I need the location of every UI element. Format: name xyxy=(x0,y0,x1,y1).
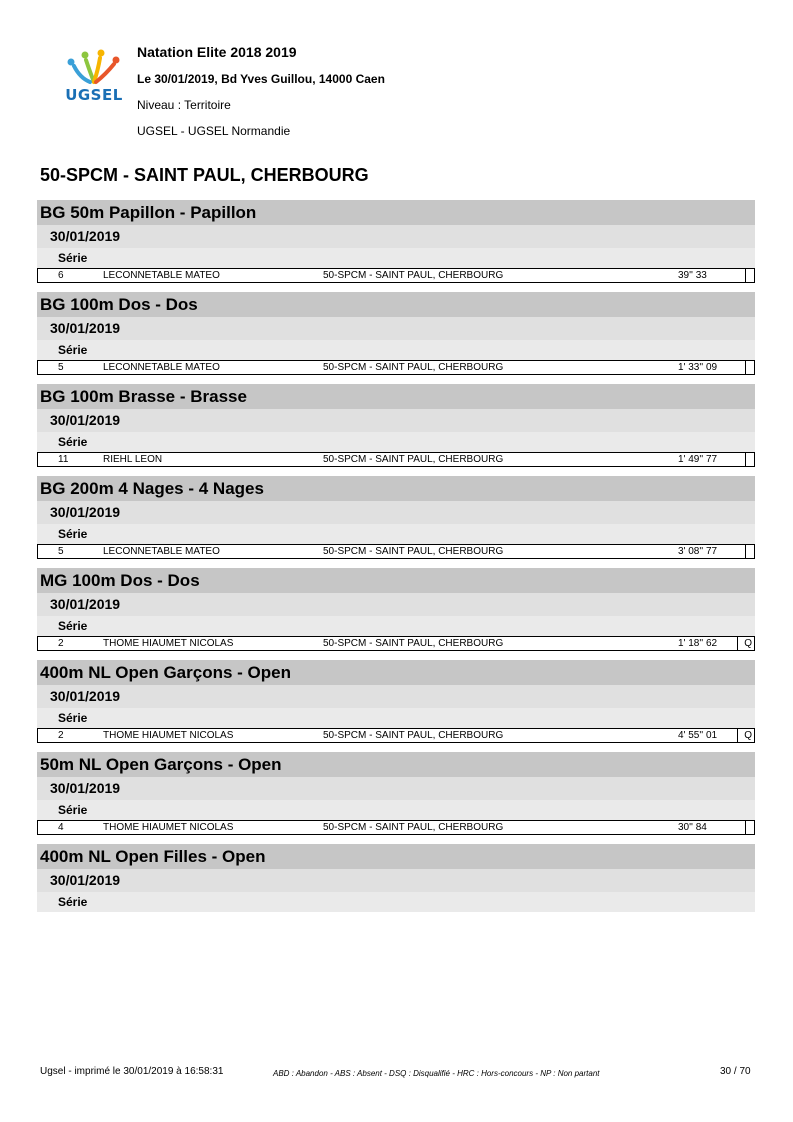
result-row xyxy=(37,360,755,375)
result-place: 4 xyxy=(58,822,64,833)
swimmer-club: 50-SPCM - SAINT PAUL, CHERBOURG xyxy=(323,546,504,557)
event-title: 400m NL Open Filles - Open xyxy=(37,844,755,869)
qualified-flag xyxy=(745,269,752,282)
swimmer-name: LECONNETABLE MATEO xyxy=(103,362,220,373)
result-time: 1' 33'' 09 xyxy=(678,362,718,373)
result-time: 4' 55'' 01 xyxy=(678,730,718,741)
event-date: 30/01/2019 xyxy=(37,777,755,800)
serie-label: Série xyxy=(37,524,755,544)
ugsel-logo xyxy=(60,48,128,110)
club-title: 50-SPCM - SAINT PAUL, CHERBOURG xyxy=(40,165,369,185)
result-place: 6 xyxy=(58,270,64,281)
event-date: 30/01/2019 xyxy=(37,409,755,432)
result-time: 30'' 84 xyxy=(678,822,707,833)
event-block xyxy=(37,384,755,467)
competition-organization: UGSEL - UGSEL Normandie xyxy=(137,124,291,138)
qualified-flag xyxy=(745,361,752,374)
event-date: 30/01/2019 xyxy=(37,593,755,616)
serie-label: Série xyxy=(37,708,755,728)
qualified-flag xyxy=(745,453,752,466)
competition-title: Natation Elite 2018 2019 xyxy=(137,44,297,60)
swimmer-name: THOME HIAUMET NICOLAS xyxy=(103,822,234,833)
event-block xyxy=(37,200,755,283)
serie-label: Série xyxy=(37,248,755,268)
event-title: BG 200m 4 Nages - 4 Nages xyxy=(37,476,755,501)
result-row xyxy=(37,820,755,835)
print-timestamp: Ugsel - imprimé le 30/01/2019 à 16:58:31 xyxy=(40,1066,224,1077)
event-date: 30/01/2019 xyxy=(37,317,755,340)
swimmer-name: LECONNETABLE MATEO xyxy=(103,270,220,281)
swimmer-name: THOME HIAUMET NICOLAS xyxy=(103,638,234,649)
page-footer xyxy=(0,1060,793,1090)
swimmer-name: RIEHL LEON xyxy=(103,454,163,465)
qualified-flag: Q xyxy=(737,637,752,650)
event-title: BG 100m Brasse - Brasse xyxy=(37,384,755,409)
serie-label: Série xyxy=(37,340,755,360)
event-block xyxy=(37,568,755,651)
result-time: 39'' 33 xyxy=(678,270,707,281)
swimmer-name: LECONNETABLE MATEO xyxy=(103,546,220,557)
qualified-flag: Q xyxy=(737,729,752,742)
result-place: 5 xyxy=(58,362,64,373)
serie-label: Série xyxy=(37,800,755,820)
result-place: 11 xyxy=(58,454,69,465)
event-date: 30/01/2019 xyxy=(37,869,755,892)
qualified-flag xyxy=(745,821,752,834)
result-row xyxy=(37,636,755,651)
serie-label: Série xyxy=(37,616,755,636)
swimmer-club: 50-SPCM - SAINT PAUL, CHERBOURG xyxy=(323,270,504,281)
event-date: 30/01/2019 xyxy=(37,225,755,248)
serie-label: Série xyxy=(37,432,755,452)
event-block xyxy=(37,476,755,559)
swimmer-club: 50-SPCM - SAINT PAUL, CHERBOURG xyxy=(323,362,504,373)
page-header xyxy=(0,0,793,150)
result-place: 5 xyxy=(58,546,64,557)
result-time: 1' 49'' 77 xyxy=(678,454,718,465)
result-row xyxy=(37,268,755,283)
event-date: 30/01/2019 xyxy=(37,685,755,708)
swimmer-club: 50-SPCM - SAINT PAUL, CHERBOURG xyxy=(323,730,504,741)
event-title: 50m NL Open Garçons - Open xyxy=(37,752,755,777)
event-block xyxy=(37,844,755,912)
abbreviation-legend: ABD : Abandon - ABS : Absent - DSQ : Disqualifié - HRC : Hors-concours - NP : Non partant xyxy=(273,1069,600,1078)
event-date: 30/01/2019 xyxy=(37,501,755,524)
event-block xyxy=(37,752,755,835)
event-block xyxy=(37,292,755,375)
event-block xyxy=(37,660,755,743)
swimmer-club: 50-SPCM - SAINT PAUL, CHERBOURG xyxy=(323,638,504,649)
result-row xyxy=(37,728,755,743)
result-time: 1' 18'' 62 xyxy=(678,638,718,649)
swimmers-logo-icon xyxy=(60,48,128,88)
page-number: 30 / 70 xyxy=(720,1066,751,1077)
event-title: 400m NL Open Garçons - Open xyxy=(37,660,755,685)
swimmer-club: 50-SPCM - SAINT PAUL, CHERBOURG xyxy=(323,454,504,465)
serie-label: Série xyxy=(37,892,755,912)
result-row xyxy=(37,544,755,559)
swimmer-name: THOME HIAUMET NICOLAS xyxy=(103,730,234,741)
result-time: 3' 08'' 77 xyxy=(678,546,718,557)
events-list xyxy=(37,200,755,921)
event-title: BG 50m Papillon - Papillon xyxy=(37,200,755,225)
event-title: MG 100m Dos - Dos xyxy=(37,568,755,593)
result-place: 2 xyxy=(58,730,64,741)
event-title: BG 100m Dos - Dos xyxy=(37,292,755,317)
result-place: 2 xyxy=(58,638,64,649)
competition-date-location: Le 30/01/2019, Bd Yves Guillou, 14000 Caen xyxy=(137,72,385,86)
result-row xyxy=(37,452,755,467)
competition-level: Niveau : Territoire xyxy=(137,98,231,112)
swimmer-club: 50-SPCM - SAINT PAUL, CHERBOURG xyxy=(323,822,504,833)
qualified-flag xyxy=(745,545,752,558)
logo-text: UGSEL xyxy=(65,86,123,104)
